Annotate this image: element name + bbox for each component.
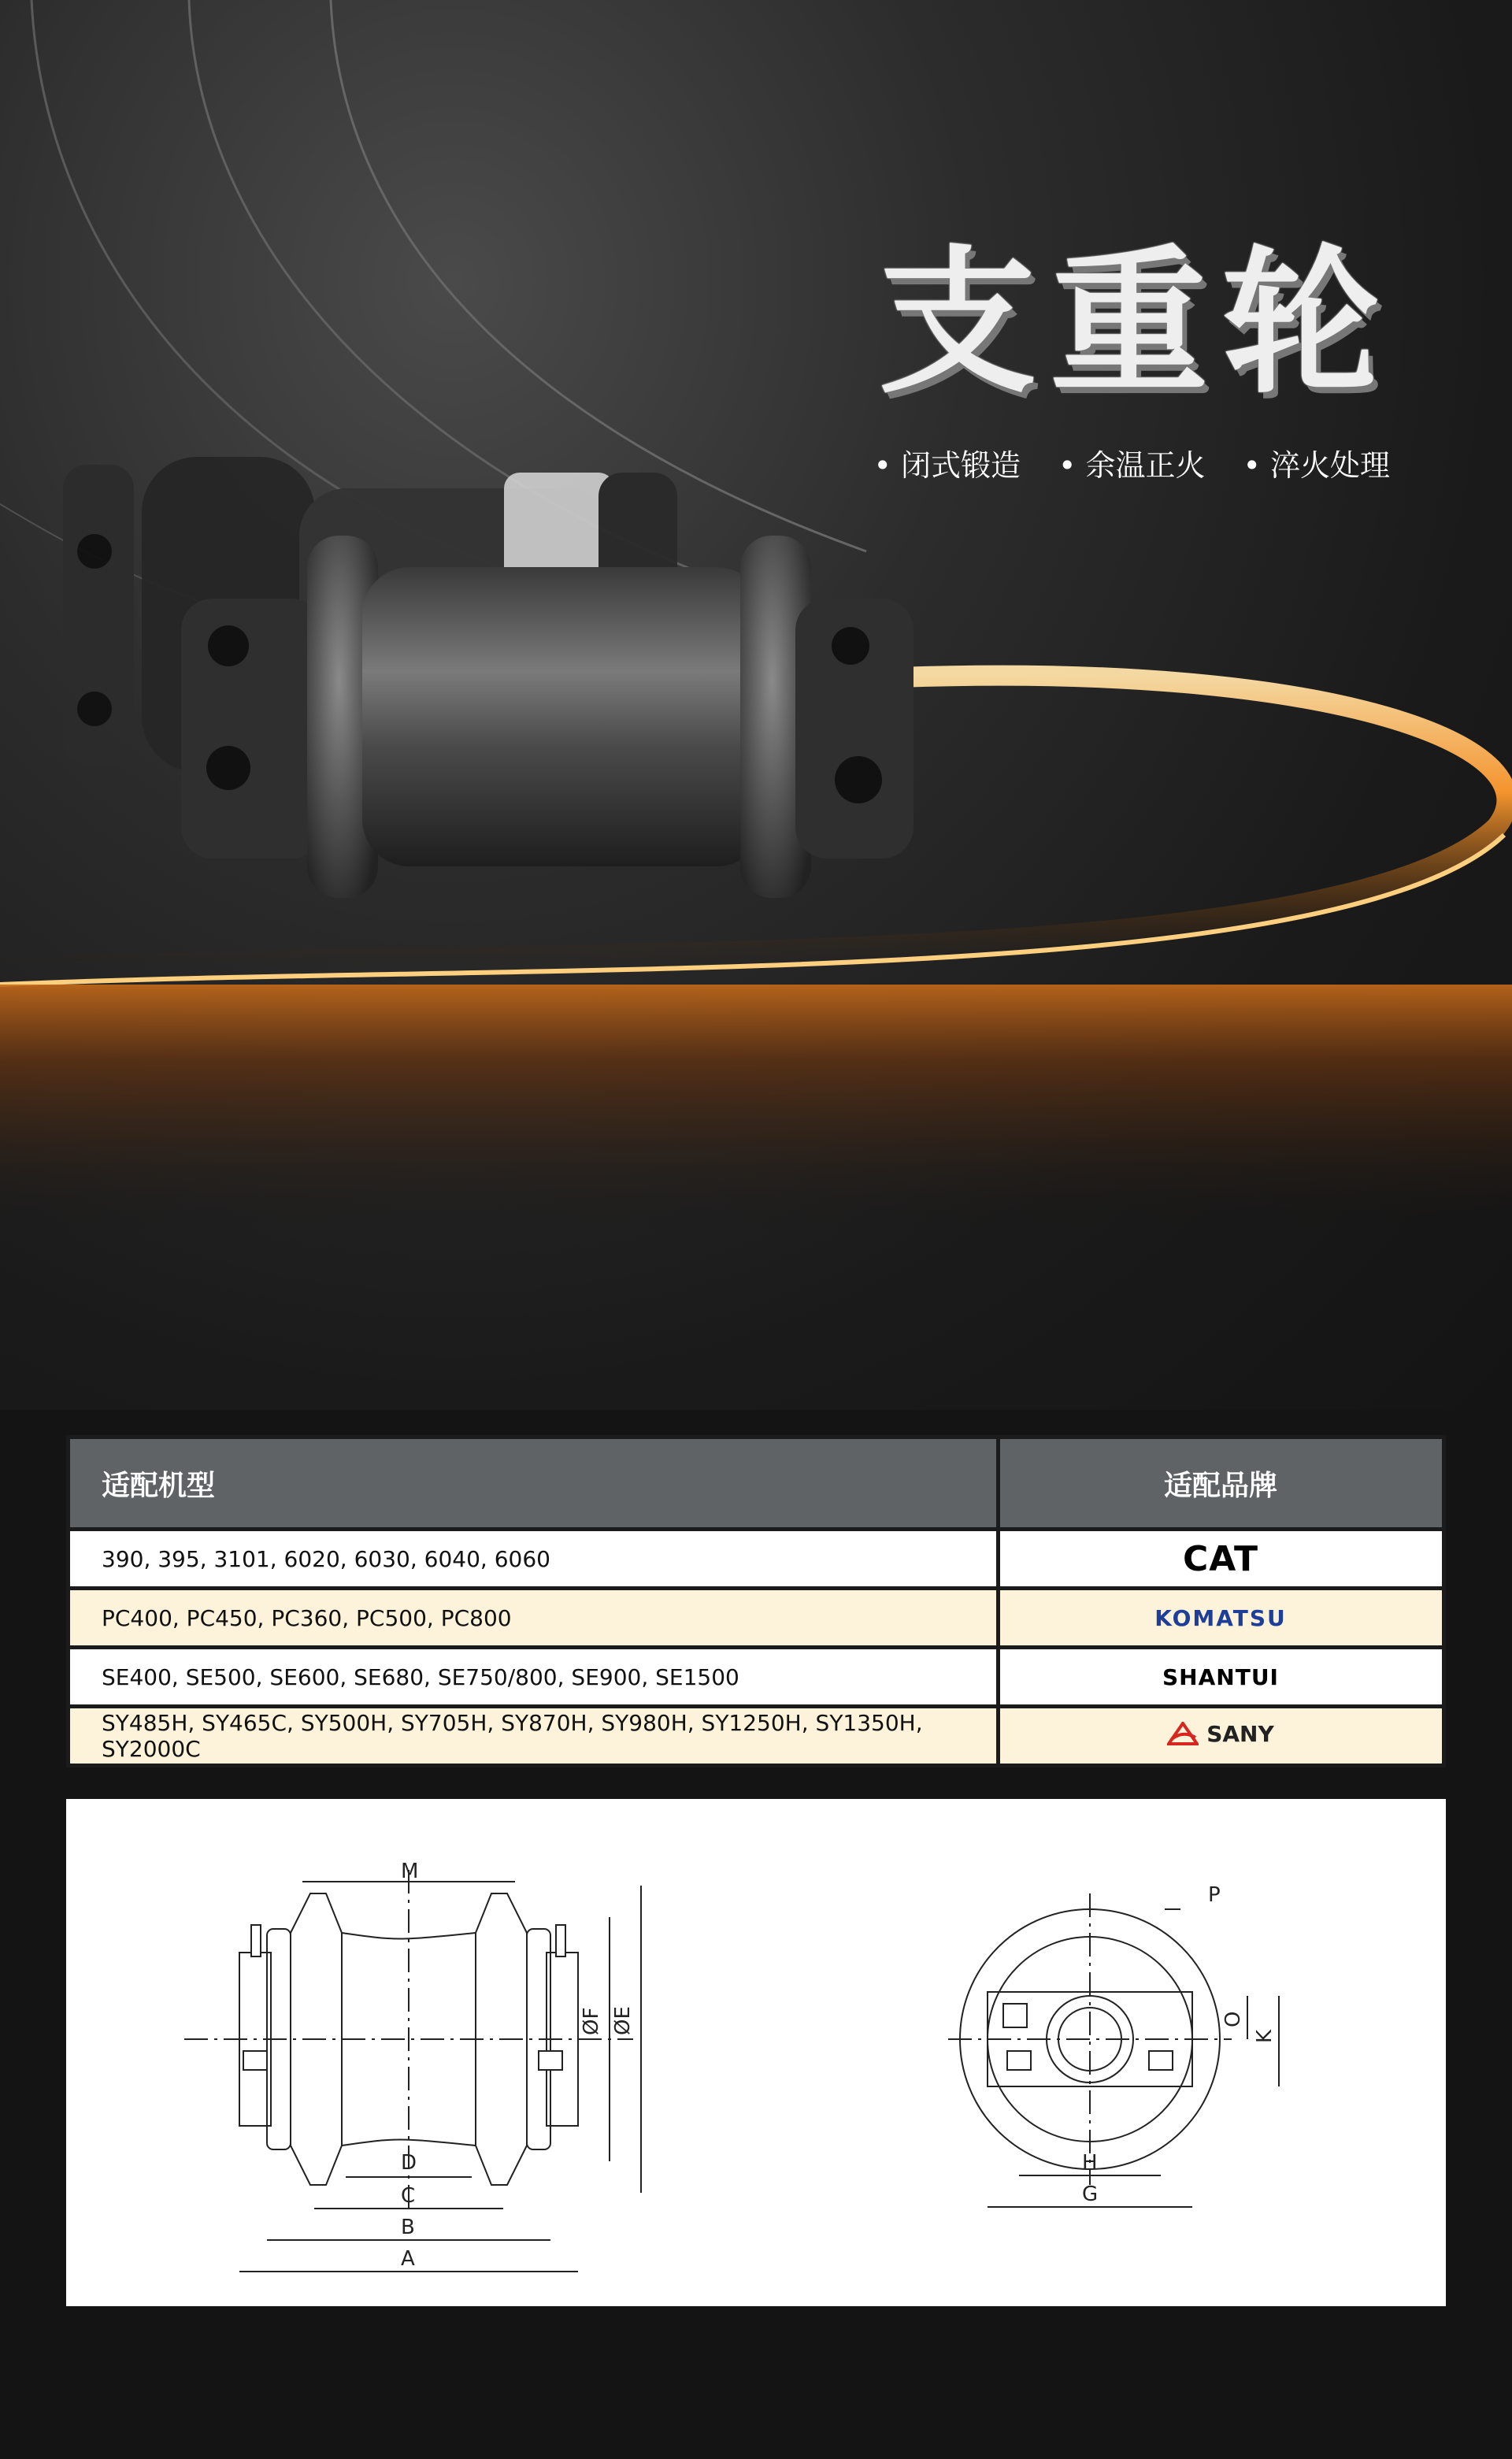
dim-label-g: G [1082, 2183, 1099, 2206]
table-row [69, 1707, 1444, 1766]
brand-cell [999, 1589, 1444, 1648]
dim-label-e: ØE [611, 2006, 635, 2035]
table-row [69, 1648, 1444, 1707]
dim-label-b: B [401, 2216, 415, 2239]
shantui-logo: SHANTUI [1162, 1663, 1279, 1690]
models-cell: SY485H, SY465C, SY500H, SY705H, SY870H, SY980H, SY1250H, SY1350H, SY2000C [69, 1707, 999, 1766]
models-cell: 390, 395, 3101, 6020, 6030, 6040, 6060 [69, 1530, 999, 1589]
feature-item: • 淬火处理 [1243, 441, 1390, 484]
header-brands: 适配品牌 [999, 1437, 1444, 1530]
feature-list [873, 441, 1390, 484]
models-cell: SE400, SE500, SE600, SE680, SE750/800, SE900, SE1500 [69, 1648, 999, 1707]
brand-cell [999, 1707, 1444, 1766]
page-title: 支重轮 [878, 232, 1394, 415]
brand-cell [999, 1648, 1444, 1707]
compatibility-table [66, 1435, 1446, 1767]
side-view [948, 1893, 1279, 2207]
table-row [69, 1530, 1444, 1589]
dimension-drawing [66, 1799, 1446, 2306]
dim-label-c: C [401, 2184, 416, 2208]
feature-item: • 闭式锻造 [873, 441, 1021, 484]
dim-label-h: H [1082, 2151, 1098, 2175]
feature-item: • 余温正火 [1058, 441, 1206, 484]
komatsu-logo: KOMATSU [1154, 1604, 1287, 1631]
dim-label-k: K [1253, 2029, 1277, 2043]
technical-drawing [66, 1799, 1446, 2306]
header-models: 适配机型 [69, 1437, 999, 1530]
table-row [69, 1589, 1444, 1648]
models-cell: PC400, PC450, PC360, PC500, PC800 [69, 1589, 999, 1648]
sany-logo [1167, 1721, 1274, 1747]
dim-label-a: A [401, 2247, 415, 2271]
dim-label-f: ØF [580, 2007, 603, 2035]
sany-emblem-icon [1167, 1722, 1199, 1745]
dim-label-d: D [401, 2151, 417, 2175]
dim-label-m: M [401, 1860, 419, 1883]
cat-logo: CAT [1183, 1538, 1258, 1579]
brand-cell [999, 1530, 1444, 1589]
front-view [184, 1870, 641, 2272]
dim-label-o: O [1221, 2011, 1245, 2027]
dim-label-p: P [1208, 1883, 1221, 1907]
table-header-row [69, 1437, 1444, 1530]
sany-logo-text: SANY [1206, 1720, 1274, 1747]
